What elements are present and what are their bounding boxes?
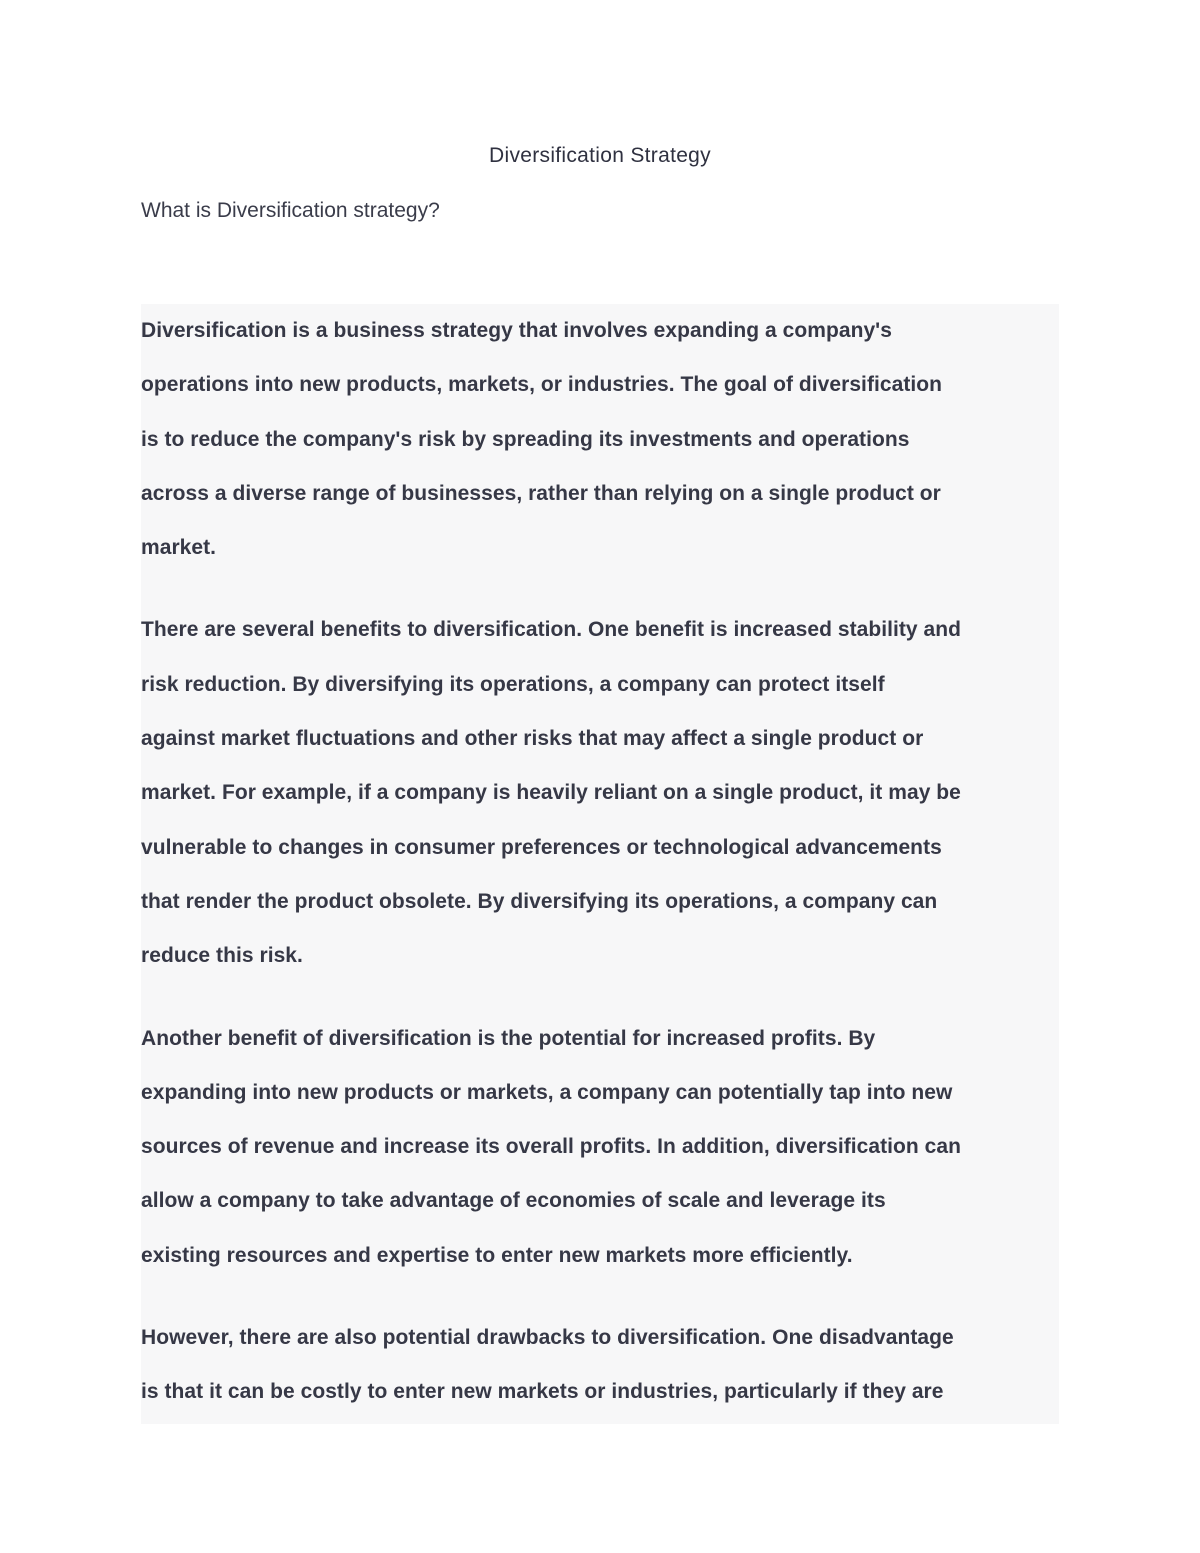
text-line: existing resources and expertise to enter new markets more efficiently. — [141, 1243, 853, 1267]
text-line: against market fluctuations and other risks that may affect a single product or — [141, 727, 924, 751]
text-line: allow a company to take advantage of economies of scale and leverage its — [141, 1189, 886, 1213]
paragraph-definition — [141, 304, 1059, 575]
paragraph-benefits-profits — [141, 1012, 1059, 1283]
document-subtitle: What is Diversification strategy? — [141, 199, 440, 222]
text-line: operations into new products, markets, or industries. The goal of diversification — [141, 373, 943, 397]
paragraph-benefits-stability — [141, 603, 1059, 983]
document-title: Diversification Strategy — [489, 144, 711, 167]
highlighted-content-block — [141, 304, 1059, 1424]
text-line: that render the product obsolete. By diversifying its operations, a company can — [141, 889, 938, 913]
text-line: However, there are also potential drawbacks to diversification. One disadvantage — [141, 1326, 954, 1350]
text-line: Another benefit of diversification is the potential for increased profits. By — [141, 1026, 876, 1050]
text-line: is to reduce the company's risk by spreading its investments and operations — [141, 427, 910, 451]
text-line: across a diverse range of businesses, rather than relying on a single product or — [141, 481, 941, 505]
text-line: market. For example, if a company is heavily reliant on a single product, it may be — [141, 781, 961, 805]
text-line: Diversification is a business strategy that involves expanding a company's — [141, 319, 892, 342]
text-line: risk reduction. By diversifying its operations, a company can protect itself — [141, 672, 885, 696]
text-line: There are several benefits to diversification. One benefit is increased stability and — [141, 618, 962, 642]
paragraph-drawbacks — [141, 1311, 1059, 1420]
text-line: vulnerable to changes in consumer preferences or technological advancements — [141, 835, 942, 859]
text-line: sources of revenue and increase its overall profits. In addition, diversification can — [141, 1135, 961, 1159]
text-line: is that it can be costly to enter new markets or industries, particularly if they are — [141, 1380, 944, 1404]
text-line: expanding into new products or markets, a company can potentially tap into new — [141, 1080, 953, 1104]
text-line: reduce this risk. — [141, 944, 303, 968]
text-line: market. — [141, 536, 217, 560]
